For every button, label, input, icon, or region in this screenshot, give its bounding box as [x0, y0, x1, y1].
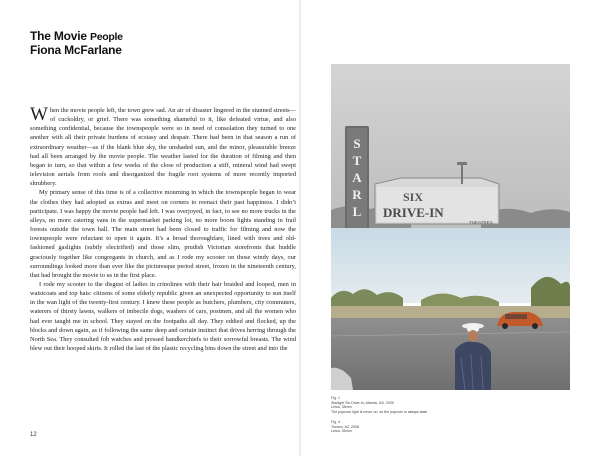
caption-fig-4	[331, 420, 481, 434]
sign-letter-a: A	[352, 170, 362, 185]
caption-fig-4-camera: Leica, 35mm	[331, 429, 352, 434]
sign-text-theatres: THEATRES	[469, 220, 493, 225]
title-part-movie: The Movie	[30, 29, 91, 43]
caption-fig-4-label: Fig. 4	[331, 420, 340, 424]
caption-fig-4-location: Tucson, AZ, 2008	[331, 424, 360, 429]
paragraph-1-text: hen the movie people left, the town grew sad. An air of disaster lingered in the stunned streets—of cuckoldry, or grief. There was something shameful to it, like defeated virtue, and also something confidential, because the townspeople were so in need of consolation they turned to one another with all their private burdens of ecstasy and despair. There had been in that season a run of extraordinary weather—as if the blank blue sky, the unshaded sun, and the minor, pleasurable breeze had all been arranged by the movie people. The weather lasted for the duration of filming and then began to turn, so that within a few weeks of the close of production a stiff, mineral wind had swept television aerials from roofs and disorganized the fragile root systems of more recently imported shrubbery.	[30, 107, 296, 188]
article-title	[30, 30, 270, 44]
caption-fig-1-camera: Leica, 35mm	[331, 405, 352, 410]
page-gutter	[299, 0, 301, 456]
photo-drive-in-sign	[331, 64, 570, 228]
photo-tucson-road	[331, 228, 570, 390]
drop-cap: W	[30, 104, 48, 125]
sign-letter-s: S	[353, 136, 361, 151]
caption-fig-1	[331, 396, 481, 414]
sign-letter-t: T	[352, 153, 362, 168]
tucson-road-illustration	[331, 228, 570, 390]
paragraph-2: My primary sense of this time is of a collective mourning in which the townspeople began to wear the clothes they had adopted as extras and meet on corners to reenact their past happiness. I didn’t participate. I was happy the movie people had left. I was overjoyed, in fact, to see no more trucks in the alleys, no more catering vans in the supermarket parking lot, no more boom lights standing in frail forests outside the town hall. The main street had been closed to traffic for filming and now the townspeople were reluctant to open it again. It’s a broad thoroughfare, lined with trees and old-fashioned gaslights (subtly electrified) and those slim, prudish Victorian storefronts that huddle graciously together like congregants in church, and as I rode my scooter on those windy days, our surroundings looked more than ever like the picturesque period street, frozen in the nineteenth century, that had brought the movie to us in the first place.	[30, 189, 296, 279]
article-body	[30, 106, 296, 353]
paragraph-3: I rode my scooter to the disgust of ladies in crinolines with their hair braided and looped, men in waistcoats and top hats: citizens of some elderly republic given an unexpected opportunity to sun itself in the wan light of the twenty-first century. I knew these people as butchers, plumbers, city commuters, waterers of thirsty lawns, walkers of imbecile dogs, washers of cars, postmen, and all the women who had ever taught me in school. They stayed on the footpaths all day. They eddied and flocked, up the blocks and down again, as if following the same deep and certain instinct that drives herring through the North Sea. They consulted fob watches and pressed handkerchiefs to their sorrowful breasts. The wind blew out their hooped skirts. It rolled the last of the plastic recycling bins down the street and into the	[30, 280, 296, 353]
sign-text-six: SIX	[403, 190, 424, 204]
article-header	[30, 30, 270, 57]
sign-letter-r: R	[352, 187, 362, 202]
article-author: Fiona McFarlane	[30, 43, 122, 57]
page-number: 12	[30, 432, 37, 438]
paragraph-1	[30, 106, 296, 188]
caption-fig-1-label: Fig. 1	[331, 396, 340, 400]
sign-letter-l: L	[352, 204, 362, 219]
sign-text-drive-in: DRIVE-IN	[383, 205, 444, 220]
title-part-people: People	[90, 31, 123, 43]
caption-fig-1-location: Starlight Six Drive-In, Atlanta, GA, 2000	[331, 400, 394, 405]
drive-in-sign-illustration	[331, 64, 570, 228]
caption-fig-1-note: The popcorn light is never on, so the popcorn is always stale	[331, 409, 428, 414]
